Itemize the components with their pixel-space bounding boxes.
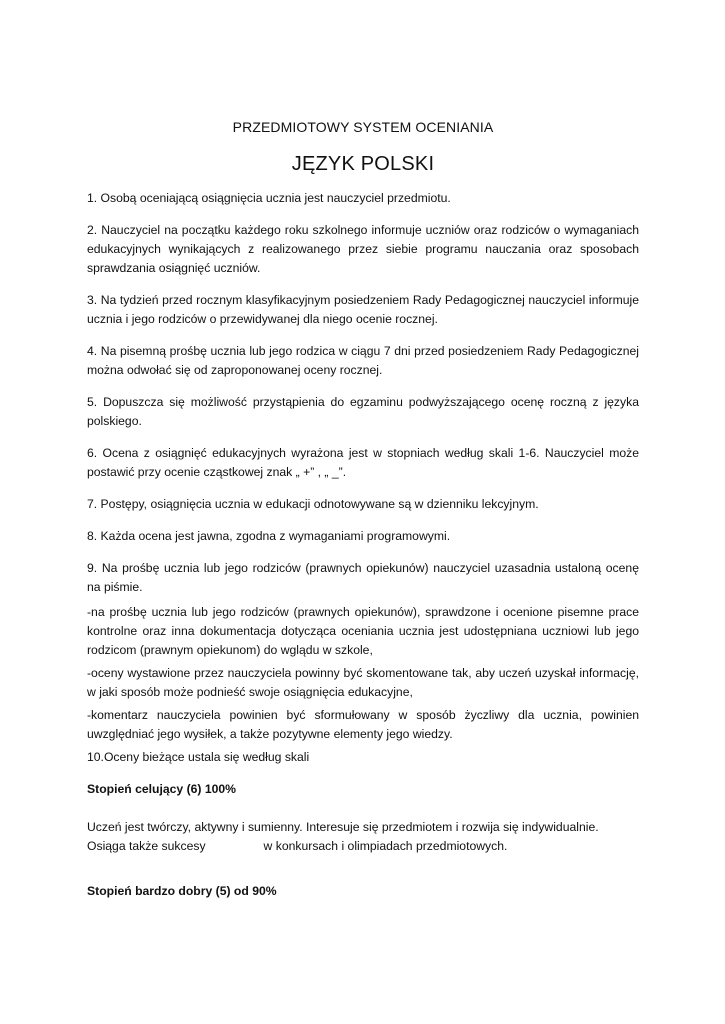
list-item-feedback: -komentarz nauczyciela powinien być sformułowany w sposób życzliwy dla ucznia, powinien uwzględniać jego wysiłek, a także pozytywne elementy jego wiedzy. — [87, 708, 639, 741]
grade-description-line-2 — [87, 837, 639, 856]
paragraph-5: 5. Dopuszcza się możliwość przystąpienia do egzaminu podwyższającego ocenę roczną z języka polskiego. — [87, 395, 639, 428]
grade-heading-celujacy: Stopień celujący (6) 100% — [87, 782, 237, 796]
grade-description-celujacy — [87, 818, 639, 856]
paragraph-9: 9. Na prośbę ucznia lub jego rodziców (prawnych opiekunów) nauczyciel uzasadnia ustaloną ocenę na piśmie. — [87, 561, 639, 594]
list-item-comments: -oceny wystawione przez nauczyciela powinny być skomentowane tak, aby uczeń uzyskał informację, w jaki sposób może podnieść swoje osiągnięcia edukacyjne, — [87, 666, 639, 699]
paragraph-2: 2. Nauczyciel na początku każdego roku szkolnego informuje uczniów oraz rodziców o wymaganiach edukacyjnych wynikających z realizowanego przez siebie programu nauczania oraz sposobach sprawdzania osiągnięć uczniów. — [87, 223, 639, 275]
paragraph-10: 10.Oceny bieżące ustala się według skali — [87, 750, 310, 764]
paragraph-7: 7. Postępy, osiągnięcia ucznia w edukacji odnotowywane są w dzienniku lekcyjnym. — [87, 497, 539, 511]
paragraph-1: 1. Osobą oceniającą osiągnięcia ucznia jest nauczyciel przedmiotu. — [87, 191, 451, 205]
paragraph-6: 6. Ocena z osiągnięć edukacyjnych wyrażona jest w stopniach według skali 1-6. Nauczyciel może postawić przy ocenie cząstkowej znak „ +” , „ _”. — [87, 446, 639, 479]
document-content — [87, 118, 639, 920]
grade-description-line-2a: Osiąga także sukcesy — [87, 839, 206, 853]
paragraph-8: 8. Każda ocena jest jawna, zgodna z wymaganiami programowymi. — [87, 529, 451, 543]
document-title: PRZEDMIOTOWY SYSTEM OCENIANIA — [232, 119, 494, 135]
list-item-inspection: -na prośbę ucznia lub jego rodziców (prawnych opiekunów), sprawdzone i ocenione pisemne prace kontrolne oraz inna dokumentacja dotycząca oceniania ucznia jest udostępniana uczniowi lub jego rodzicom (prawnym opiekunom) do wglądu w szkole, — [87, 605, 639, 657]
paragraph-3: 3. Na tydzień przed rocznym klasyfikacyjnym posiedzeniem Rady Pedagogicznej nauczyciel informuje ucznia i jego rodziców o przewidywanej dla niego ocenie rocznej. — [87, 293, 639, 326]
subject-title: JĘZYK POLSKI — [291, 153, 435, 175]
grade-description-line-2b: w konkursach i olimpiadach przedmiotowych. — [263, 839, 508, 853]
grade-description-line-1: Uczeń jest twórczy, aktywny i sumienny. Interesuje się przedmiotem i rozwija się indywidualnie. — [87, 820, 599, 834]
paragraph-4: 4. Na pisemną prośbę ucznia lub jego rodzica w ciągu 7 dni przed posiedzeniem Rady Pedagogicznej można odwołać się od zaproponowanej oceny rocznej. — [87, 344, 639, 377]
grade-heading-bardzo-dobry: Stopień bardzo dobry (5) od 90% — [87, 884, 277, 898]
